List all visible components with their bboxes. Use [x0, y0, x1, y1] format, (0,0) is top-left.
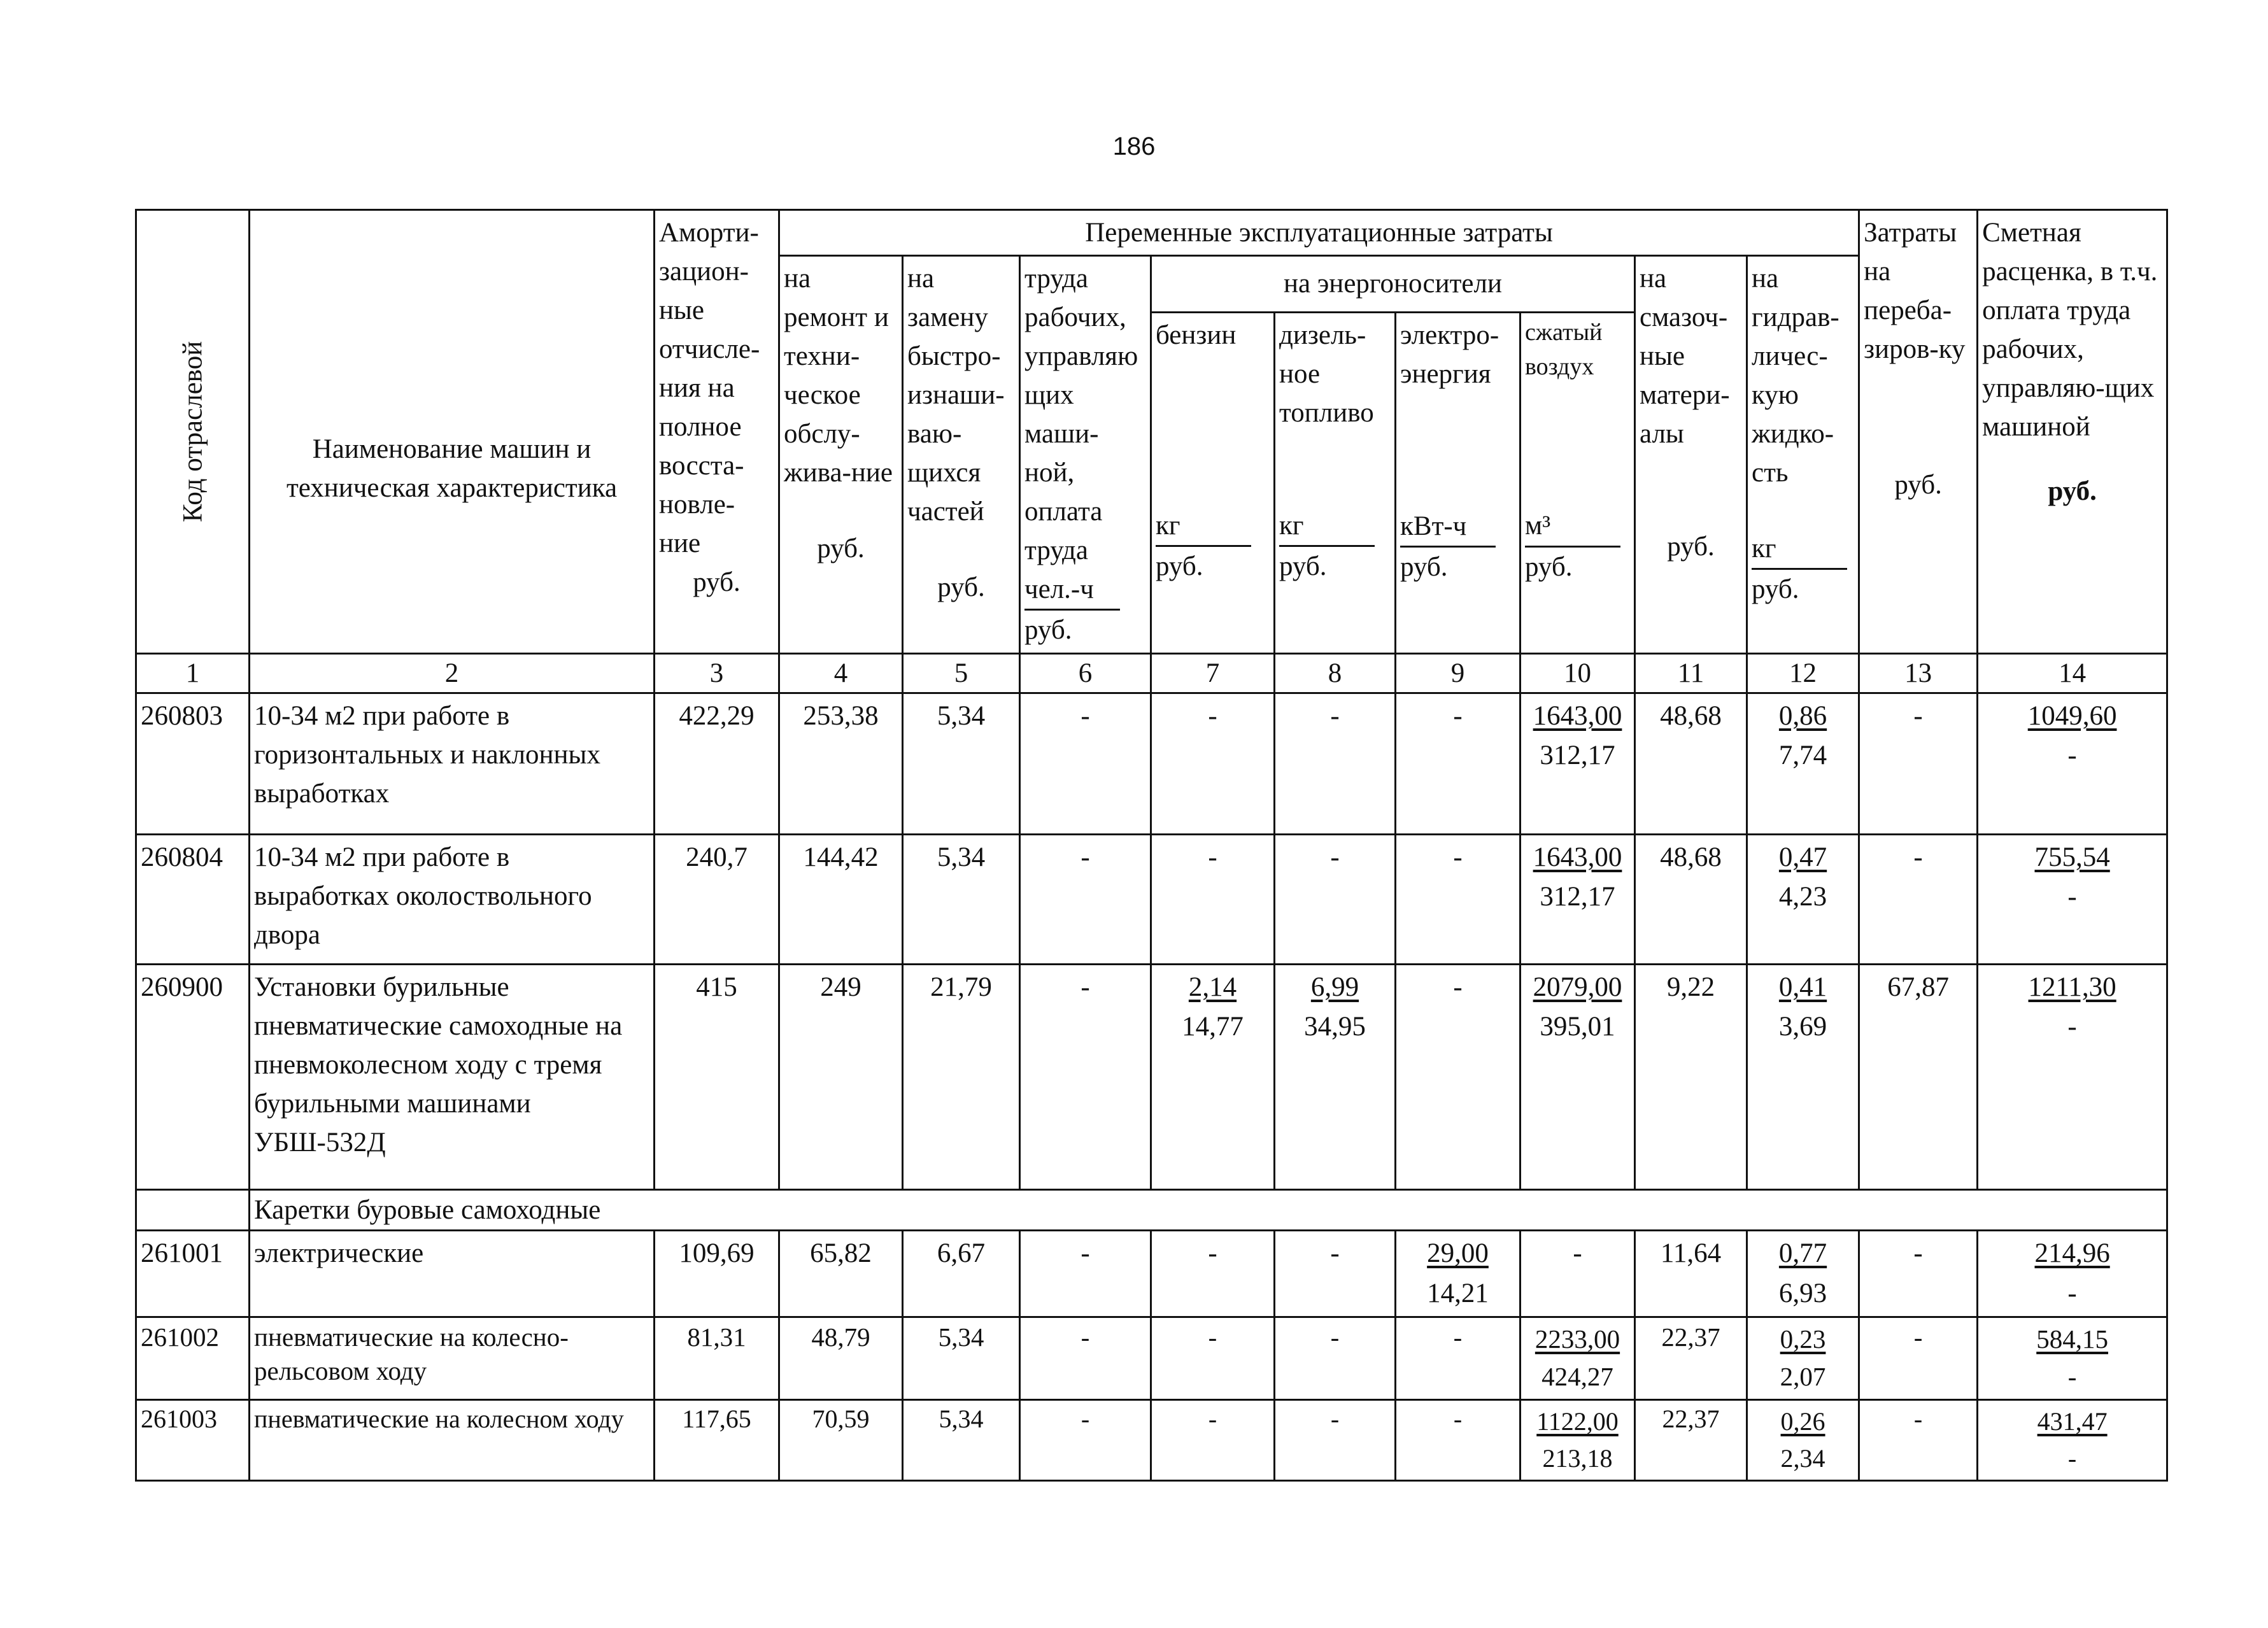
table-row — [136, 1399, 2167, 1480]
row-name: 10-34 м2 при работе в горизонтальных и наклонных выработках — [250, 693, 655, 835]
col-number: 2 — [250, 653, 655, 693]
col-number: 3 — [655, 653, 779, 693]
col-number: 11 — [1635, 653, 1747, 693]
cell-diesel: - — [1275, 1317, 1396, 1399]
cell-compressed-air: $\frac{1643,00}{312,17}$ — [1520, 693, 1635, 835]
unit-rub: руб. — [1400, 551, 1448, 582]
unit-rub: руб. — [1525, 551, 1573, 582]
table-row — [136, 1317, 2167, 1399]
unit-rub: руб. — [1667, 532, 1715, 562]
header-relocation: Затраты на переба-зиров-ку руб. — [1859, 210, 1978, 654]
cell-hydraulic: $\frac{0,26}{2,34}$ — [1747, 1399, 1859, 1480]
cell-hydraulic: $\frac{0,41}{3,69}$ — [1747, 965, 1859, 1190]
unit-kg: кг — [1156, 506, 1251, 547]
row-name: 10-34 м2 при работе в выработках околоствольного двора — [250, 835, 655, 965]
cell-diesel: - — [1275, 1399, 1396, 1480]
cell-repair: 144,42 — [779, 835, 903, 965]
column-number-row — [136, 653, 2167, 693]
cell-parts: 5,34 — [903, 835, 1020, 965]
col-number: 12 — [1747, 653, 1859, 693]
header-name: Наименование машин и техническая характеристика — [250, 210, 655, 654]
cell-lubricants: 11,64 — [1635, 1231, 1747, 1317]
col-number: 7 — [1151, 653, 1275, 693]
cell-relocation: - — [1859, 835, 1978, 965]
cell-electricity: - — [1396, 693, 1520, 835]
header-hydraulic: на гидрав-личес-кую жидко-сть кг руб. — [1747, 256, 1859, 653]
row-code: 260803 — [136, 693, 250, 835]
header-repair: на ремонт и техни-ческое обслу-жива-ние руб. — [779, 256, 903, 653]
header-labor: труда рабочих, управляю щих маши-ной, оплата труда чел.-ч руб. — [1020, 256, 1151, 653]
cell-repair: 48,79 — [779, 1317, 903, 1399]
cell-parts: 5,34 — [903, 1399, 1020, 1480]
row-name: пневматические на колесно-рельсовом ходу — [250, 1317, 655, 1399]
cell-gasoline: - — [1151, 1399, 1275, 1480]
cost-table — [135, 209, 2168, 1482]
col-number: 9 — [1396, 653, 1520, 693]
cell-compressed-air: $\frac{2079,00}{395,01}$ — [1520, 965, 1635, 1190]
cell-estimate: $\frac{1211,30}{-}$ — [1978, 965, 2167, 1190]
cell-compressed-air: $\frac{1643,00}{312,17}$ — [1520, 835, 1635, 965]
cell-amortization: 109,69 — [655, 1231, 779, 1317]
cell-gasoline: - — [1151, 693, 1275, 835]
cell-electricity: - — [1396, 1399, 1520, 1480]
cell-hydraulic: $\frac{0,77}{6,93}$ — [1747, 1231, 1859, 1317]
unit-kwh: кВт-ч — [1400, 507, 1496, 548]
row-name: Установки бурильные пневматические самоходные на пневмоколесном ходу с тремя бурильными машинами УБШ-532Д — [250, 965, 655, 1190]
unit-kg: кг — [1752, 529, 1847, 570]
header-estimate: Сметная расценка, в т.ч. оплата труда рабочих, управляю-щих машиной руб. — [1978, 210, 2167, 654]
cell-gasoline: $\frac{2,14}{14,77}$ — [1151, 965, 1275, 1190]
col-number: 14 — [1978, 653, 2167, 693]
cell-repair: 70,59 — [779, 1399, 903, 1480]
cell-labor: - — [1020, 1399, 1151, 1480]
unit-rub: руб. — [937, 572, 985, 603]
cell-compressed-air: $\frac{2233,00}{424,27}$ — [1520, 1317, 1635, 1399]
cell-gasoline: - — [1151, 1231, 1275, 1317]
cell-hydraulic: $\frac{0,23}{2,07}$ — [1747, 1317, 1859, 1399]
cell-estimate: $\frac{214,96}{-}$ — [1978, 1231, 2167, 1317]
cell-estimate: $\frac{431,47}{-}$ — [1978, 1399, 2167, 1480]
cell-amortization: 415 — [655, 965, 779, 1190]
cell-repair: 65,82 — [779, 1231, 903, 1317]
table-row — [136, 965, 2167, 1190]
unit-chel-ch: чел.-ч — [1024, 570, 1120, 611]
cell-electricity: $\frac{29,00}{14,21}$ — [1396, 1231, 1520, 1317]
row-code: 260900 — [136, 965, 250, 1190]
cell-parts: 21,79 — [903, 965, 1020, 1190]
cell-estimate: $\frac{755,54}{-}$ — [1978, 835, 2167, 965]
header-electricity: электро-энергия кВт-ч руб. — [1396, 312, 1520, 653]
cell-repair: 253,38 — [779, 693, 903, 835]
unit-m3: м³ — [1525, 506, 1620, 547]
cell-diesel: - — [1275, 693, 1396, 835]
cell-amortization: 422,29 — [655, 693, 779, 835]
row-code: 261003 — [136, 1399, 250, 1480]
cell-relocation: - — [1859, 693, 1978, 835]
header-code: Код отраслевой — [136, 210, 250, 654]
col-number: 8 — [1275, 653, 1396, 693]
cell-hydraulic: $\frac{0,86}{7,74}$ — [1747, 693, 1859, 835]
cell-lubricants: 48,68 — [1635, 693, 1747, 835]
page-number: 186 — [1112, 132, 1156, 160]
cell-hydraulic: $\frac{0,47}{4,23}$ — [1747, 835, 1859, 965]
group-title-row — [136, 1190, 2167, 1231]
cell-amortization: 81,31 — [655, 1317, 779, 1399]
header-row-1 — [136, 210, 2167, 256]
cell-compressed-air: $\frac{1122,00}{213,18}$ — [1520, 1399, 1635, 1480]
unit-rub: руб. — [693, 567, 741, 598]
cell-labor: - — [1020, 965, 1151, 1190]
unit-rub: руб. — [2048, 476, 2097, 507]
table-row — [136, 835, 2167, 965]
header-parts: на замену быстро-изнаши-ваю-щихся частей руб. — [903, 256, 1020, 653]
col-number: 1 — [136, 653, 250, 693]
cell-parts: 5,34 — [903, 1317, 1020, 1399]
unit-rub: руб. — [817, 534, 865, 564]
unit-rub: руб. — [1156, 551, 1203, 581]
cell-diesel: $\frac{6,99}{34,95}$ — [1275, 965, 1396, 1190]
cell-repair: 249 — [779, 965, 903, 1190]
header-gasoline: бензин кг руб. — [1151, 312, 1275, 653]
unit-rub: руб. — [1894, 470, 1942, 500]
header-lubricants: на смазоч-ные матери-алы руб. — [1635, 256, 1747, 653]
col-number: 5 — [903, 653, 1020, 693]
cell-relocation: 67,87 — [1859, 965, 1978, 1190]
unit-kg: кг — [1279, 506, 1375, 547]
col-number: 6 — [1020, 653, 1151, 693]
cell-labor: - — [1020, 1231, 1151, 1317]
row-code: 261001 — [136, 1231, 250, 1317]
cell-labor: - — [1020, 835, 1151, 965]
unit-rub: руб. — [1279, 551, 1327, 581]
cell-estimate: $\frac{1049,60}{-}$ — [1978, 693, 2167, 835]
cell-electricity: - — [1396, 965, 1520, 1190]
col-number: 13 — [1859, 653, 1978, 693]
cell-labor: - — [1020, 1317, 1151, 1399]
cell-lubricants: 22,37 — [1635, 1317, 1747, 1399]
header-diesel: дизель-ное топливо кг руб. — [1275, 312, 1396, 653]
col-number: 10 — [1520, 653, 1635, 693]
group-title: Каретки буровые самоходные — [250, 1190, 2167, 1231]
unit-rub: руб. — [1024, 615, 1072, 646]
row-name: пневматические на колесном ходу — [250, 1399, 655, 1480]
cell-amortization: 240,7 — [655, 835, 779, 965]
cell-gasoline: - — [1151, 1317, 1275, 1399]
header-compressed-air: сжатый воздух м³ руб. — [1520, 312, 1635, 653]
cell-gasoline: - — [1151, 835, 1275, 965]
cell-lubricants: 48,68 — [1635, 835, 1747, 965]
unit-rub: руб. — [1752, 574, 1799, 605]
cell-compressed-air: - — [1520, 1231, 1635, 1317]
table-row — [136, 1231, 2167, 1317]
cell-relocation: - — [1859, 1317, 1978, 1399]
cell-relocation: - — [1859, 1231, 1978, 1317]
row-code: 260804 — [136, 835, 250, 965]
cell-diesel: - — [1275, 1231, 1396, 1317]
table-row — [136, 693, 2167, 835]
row-code: 261002 — [136, 1317, 250, 1399]
cell-labor: - — [1020, 693, 1151, 835]
cell-relocation: - — [1859, 1399, 1978, 1480]
col-number: 4 — [779, 653, 903, 693]
cell-amortization: 117,65 — [655, 1399, 779, 1480]
cell-parts: 5,34 — [903, 693, 1020, 835]
cell-estimate: $\frac{584,15}{-}$ — [1978, 1317, 2167, 1399]
cell-diesel: - — [1275, 835, 1396, 965]
cell-parts: 6,67 — [903, 1231, 1020, 1317]
group-code-empty — [136, 1190, 250, 1231]
cell-electricity: - — [1396, 1317, 1520, 1399]
cell-lubricants: 22,37 — [1635, 1399, 1747, 1480]
cell-lubricants: 9,22 — [1635, 965, 1747, 1190]
header-variable-costs: Переменные эксплуатационные затраты — [779, 210, 1859, 256]
header-amortization: Аморти-зацион-ные отчисле-ния на полное восста-новле-ние руб. — [655, 210, 779, 654]
header-energy: на энергоносители — [1151, 256, 1635, 313]
cell-electricity: - — [1396, 835, 1520, 965]
row-name: электрические — [250, 1231, 655, 1317]
